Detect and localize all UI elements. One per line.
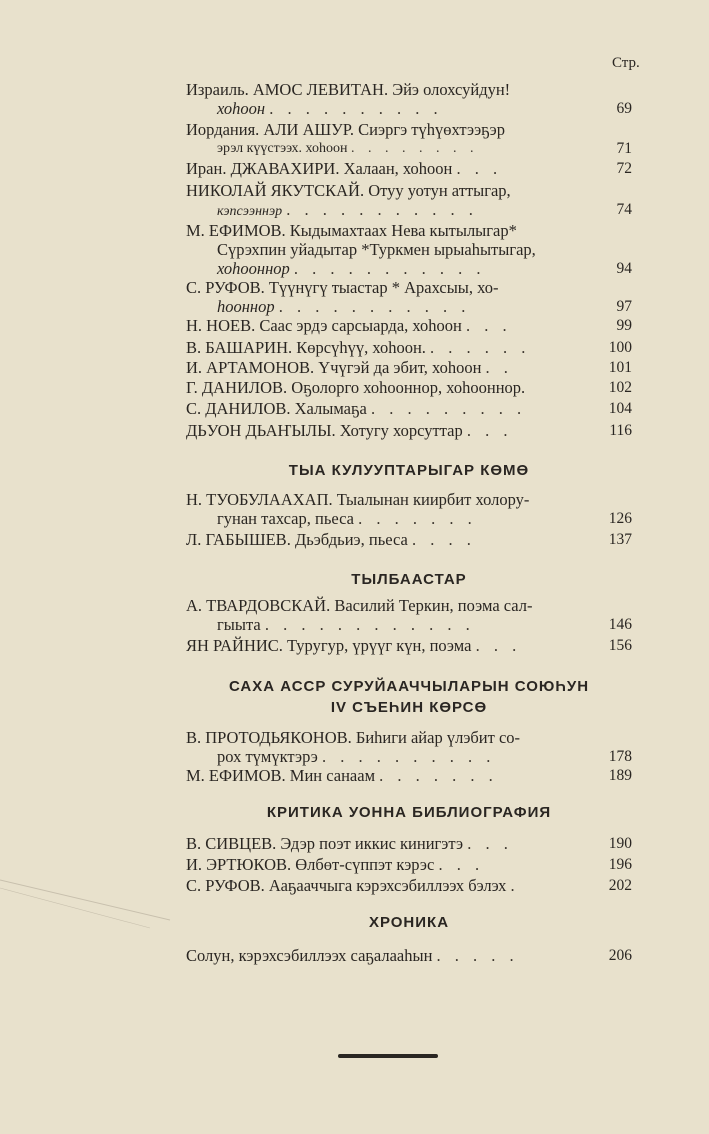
page-number: 156 <box>608 637 632 654</box>
page-number: 97 <box>616 298 632 315</box>
toc-entry: М. ЕФИМОВ. Кыдымахтаах Нева кытылыгар* Сүрэхпин уйадытар *Туркмен ырыаhытыгар, хоhооннор . . . . . . . . . . . 94 <box>186 221 632 278</box>
page-number: 126 <box>608 510 632 527</box>
page-number: 189 <box>608 767 632 784</box>
page-number: 137 <box>608 531 632 548</box>
toc-entry: Израиль. АМОС ЛЕВИТАН. Эйэ олохсуйдун! хоhоон . . . . . . . . . . 69 <box>186 80 632 118</box>
page-number: 94 <box>616 260 632 277</box>
page-number: 99 <box>616 317 632 334</box>
toc-entry: Н. НОЕВ. Саас эрдэ сарсыарда, хоhоон . . . 99 <box>186 316 632 335</box>
page-number: 104 <box>608 400 632 417</box>
toc-entry: С. РУФОВ. Ааҕааччыга кэрэхсэбиллээх бэлэх . 202 <box>186 876 632 895</box>
toc-entry: Г. ДАНИЛОВ. Оҕолорго хоhооннор, хоhооннор. 102 <box>186 378 632 397</box>
paper-smudge <box>0 870 180 930</box>
toc-entry: НИКОЛАЙ ЯКУТСКАЙ. Отуу уотун аттыгар, кэпсээннэр . . . . . . . . . . . 74 <box>186 181 632 219</box>
toc-entry: С. РУФОВ. Түүнүгү тыастар * Арахсыы, хо- hооннор . . . . . . . . . . . 97 <box>186 278 632 316</box>
page-column-label: Стр. <box>612 55 640 71</box>
toc-entry: ДЬУОН ДЬАҤЫЛЫ. Хотугу хорсуттар . . . 116 <box>186 421 632 440</box>
page-number: 116 <box>609 422 632 439</box>
toc-entry: И. АРТАМОНОВ. Үчүгэй да эбит, хоhоон . . 101 <box>186 358 632 377</box>
page-number: 100 <box>608 339 632 356</box>
page-number: 72 <box>616 160 632 177</box>
toc-entry: М. ЕФИМОВ. Мин санаам . . . . . . . 189 <box>186 766 632 785</box>
toc-entry: В. ПРОТОДЬЯКОНОВ. Биhиги айар үлэбит со- рох түмүктэрэ . . . . . . . . . . 178 <box>186 728 632 766</box>
toc-entry: В. БАШАРИН. Көрсүhүү, хоhоон. . . . . . . 100 <box>186 338 632 357</box>
end-rule <box>338 1054 438 1058</box>
page-number: 196 <box>608 856 632 873</box>
page-number: 190 <box>608 835 632 852</box>
toc-entry: В. СИВЦЕВ. Эдэр поэт иккис кинигэтэ . . . 190 <box>186 834 632 853</box>
toc-entry: Н. ТУОБУЛААХАП. Тыалынан киирбит холору- гунан тахсар, пьеса . . . . . . . 126 <box>186 490 632 528</box>
page-number: 102 <box>608 379 632 396</box>
toc-entry: Л. ГАБЫШЕВ. Дьэбдьиэ, пьеса . . . . 137 <box>186 530 632 549</box>
page-number: 71 <box>616 140 632 157</box>
page-number: 206 <box>608 947 632 964</box>
section-heading: ТЫА КУЛУУПТАРЫГАР КӨМӨ <box>288 462 530 479</box>
page-number: 101 <box>608 359 632 376</box>
page-number: 74 <box>616 201 632 218</box>
page-number: 202 <box>608 877 632 894</box>
section-heading: САХА АССР СУРУЙААЧЧЫЛАРЫН СОЮҺУН IV СЪЕҺИН КӨРСӨ <box>228 678 590 716</box>
page-number: 178 <box>608 748 632 765</box>
section-heading: КРИТИКА УОННА БИБЛИОГРАФИЯ <box>266 804 552 821</box>
toc-entry: Иран. ДЖАВАХИРИ. Халаан, хоhоон . . . 72 <box>186 159 632 178</box>
toc-entry: И. ЭРТЮКОВ. Өлбөт-сүппэт кэрэс . . . 196 <box>186 855 632 874</box>
toc-entry: Иордания. АЛИ АШУР. Сиэргэ түhүөхтээҕэр эрэл күүстээх. хоhоон . . . . . . . . 71 <box>186 120 632 157</box>
toc-entry: ЯН РАЙНИС. Туругур, үрүүг күн, поэма . . . 156 <box>186 636 632 655</box>
page-number: 146 <box>608 616 632 633</box>
section-heading: ХРОНИКА <box>368 914 450 931</box>
section-heading: ТЫЛБААСТАР <box>351 571 467 588</box>
toc-entry: Солун, кэрэхсэбиллээх саҕалааhын . . . . . 206 <box>186 946 632 965</box>
page-number: 69 <box>616 100 632 117</box>
toc-entry: С. ДАНИЛОВ. Халымаҕа . . . . . . . . . 104 <box>186 399 632 418</box>
toc-entry: А. ТВАРДОВСКАЙ. Василий Теркин, поэма сал- гыыта . . . . . . . . . . . . 146 <box>186 596 632 634</box>
